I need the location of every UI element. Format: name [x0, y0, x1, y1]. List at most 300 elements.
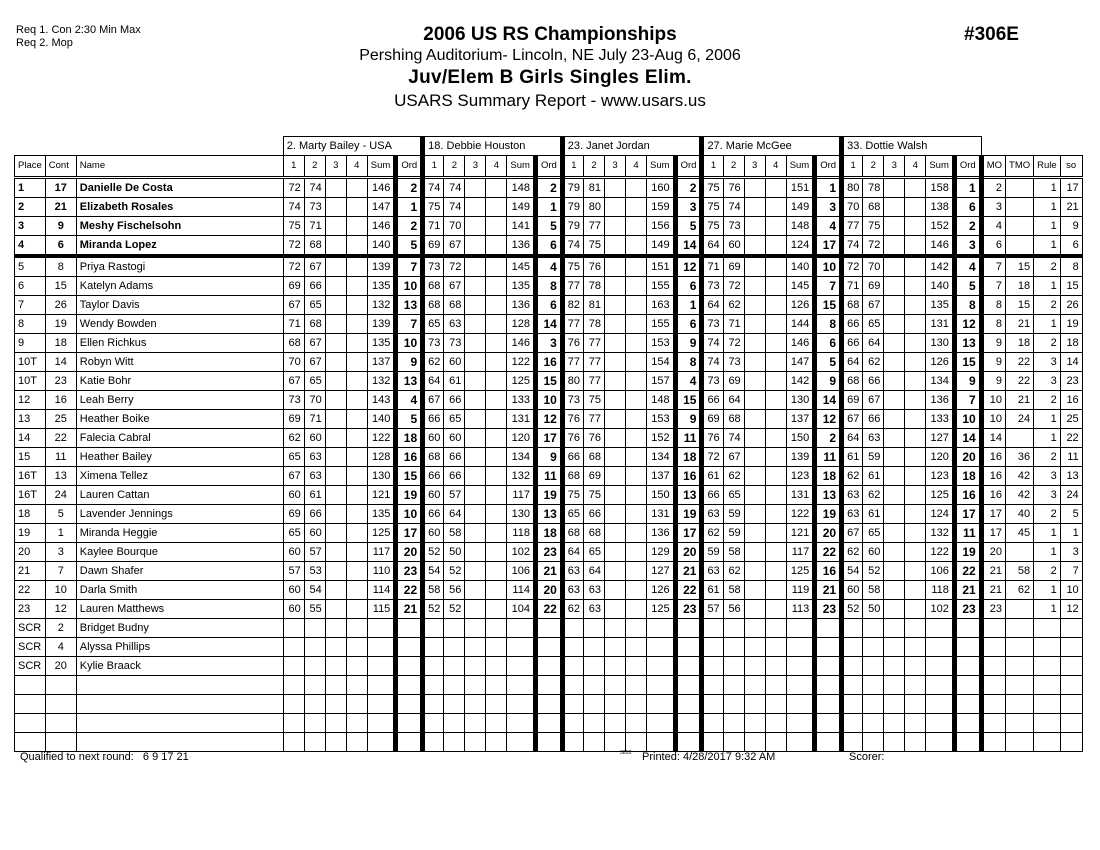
empty-cell [535, 714, 562, 733]
empty-cell [842, 676, 863, 695]
score-2: 63 [304, 467, 325, 486]
score-3 [884, 198, 905, 217]
score-3 [744, 256, 765, 277]
score-2 [444, 638, 465, 657]
score-4 [486, 486, 507, 505]
score-4 [626, 256, 647, 277]
score-2 [444, 657, 465, 676]
ordinal [675, 638, 702, 657]
score-3 [884, 448, 905, 467]
ordinal: 3 [535, 334, 562, 353]
score-2: 78 [584, 315, 605, 334]
empty-cell [45, 733, 76, 752]
score-1: 68 [423, 277, 444, 296]
empty-cell [304, 733, 325, 752]
ordinal: 10 [954, 410, 981, 429]
col-header-judge5-4: 4 [905, 156, 926, 178]
contestant-number: 26 [45, 296, 76, 315]
score-3 [744, 486, 765, 505]
score-3 [744, 505, 765, 524]
rule-value [1034, 638, 1061, 657]
place-cell: 23 [15, 600, 46, 619]
col-header-judge3-3: 3 [605, 156, 626, 178]
ordinal: 21 [675, 562, 702, 581]
score-3 [744, 217, 765, 236]
score-3 [325, 296, 346, 315]
score-3 [325, 467, 346, 486]
col-header-judge2-4: 4 [486, 156, 507, 178]
score-1: 69 [702, 410, 723, 429]
score-2: 65 [723, 486, 744, 505]
score-3 [325, 236, 346, 257]
score-4 [905, 486, 926, 505]
score-3 [465, 256, 486, 277]
empty-cell [15, 733, 46, 752]
score-3 [605, 638, 626, 657]
ordinal: 5 [815, 353, 842, 372]
mo-value: 8 [981, 296, 1005, 315]
score-1: 58 [423, 581, 444, 600]
score-3 [605, 236, 626, 257]
ordinal: 8 [675, 353, 702, 372]
ordinal: 4 [535, 256, 562, 277]
rule-value [1034, 657, 1061, 676]
contestant-number: 16 [45, 391, 76, 410]
score-4 [765, 315, 786, 334]
score-4 [346, 217, 367, 236]
score-1: 66 [423, 505, 444, 524]
score-2: 66 [863, 410, 884, 429]
score-sum: 117 [786, 543, 815, 562]
empty-cell [981, 695, 1005, 714]
score-3 [465, 296, 486, 315]
score-3 [605, 353, 626, 372]
empty-cell [396, 676, 423, 695]
score-1: 68 [562, 467, 583, 486]
place-cell: 13 [15, 410, 46, 429]
score-1: 75 [283, 217, 304, 236]
ordinal: 5 [675, 217, 702, 236]
score-sum: 104 [507, 600, 536, 619]
col-header-judge5-1: 1 [842, 156, 863, 178]
score-1: 68 [283, 334, 304, 353]
score-4 [486, 505, 507, 524]
score-4 [626, 296, 647, 315]
score-1: 68 [423, 448, 444, 467]
score-sum: 131 [926, 315, 955, 334]
score-3 [884, 296, 905, 315]
score-4 [905, 543, 926, 562]
score-1: 73 [702, 277, 723, 296]
score-2: 57 [444, 486, 465, 505]
score-4 [905, 178, 926, 198]
col-header-name: Name [76, 156, 283, 178]
score-4 [905, 256, 926, 277]
so-value: 13 [1060, 467, 1082, 486]
contestant-number: 2 [45, 619, 76, 638]
score-3 [465, 372, 486, 391]
score-4 [765, 524, 786, 543]
score-2: 62 [723, 467, 744, 486]
ordinal: 15 [535, 372, 562, 391]
ordinal: 18 [675, 448, 702, 467]
rule-value: 1 [1034, 410, 1061, 429]
ordinal: 10 [396, 334, 423, 353]
score-sum: 146 [786, 334, 815, 353]
so-value: 18 [1060, 334, 1082, 353]
score-2: 57 [304, 543, 325, 562]
score-2: 68 [444, 296, 465, 315]
score-3 [325, 178, 346, 198]
score-2: 54 [304, 581, 325, 600]
score-4 [765, 467, 786, 486]
score-sum: 110 [367, 562, 396, 581]
rule-value: 1 [1034, 429, 1061, 448]
score-sum: 135 [367, 505, 396, 524]
score-2: 52 [444, 562, 465, 581]
score-4 [765, 296, 786, 315]
score-4 [765, 429, 786, 448]
score-sum: 132 [367, 372, 396, 391]
score-sum: 132 [926, 524, 955, 543]
score-2: 76 [584, 256, 605, 277]
score-sum: 122 [926, 543, 955, 562]
contestant-number: 5 [45, 505, 76, 524]
ordinal: 14 [675, 236, 702, 257]
score-1: 54 [842, 562, 863, 581]
score-sum: 135 [926, 296, 955, 315]
ordinal: 22 [535, 600, 562, 619]
score-sum: 115 [367, 600, 396, 619]
ordinal [815, 657, 842, 676]
score-3 [325, 391, 346, 410]
contestant-number: 13 [45, 467, 76, 486]
score-2 [863, 638, 884, 657]
score-2: 76 [584, 429, 605, 448]
score-1: 72 [283, 256, 304, 277]
mo-value: 21 [981, 562, 1005, 581]
score-sum: 140 [786, 256, 815, 277]
so-value: 15 [1060, 277, 1082, 296]
score-4 [765, 657, 786, 676]
so-value [1060, 657, 1082, 676]
mo-value: 6 [981, 236, 1005, 257]
tmo-value: 22 [1006, 353, 1034, 372]
tmo-value: 40 [1006, 505, 1034, 524]
score-4 [346, 619, 367, 638]
score-1: 76 [562, 334, 583, 353]
empty-cell [954, 714, 981, 733]
score-sum: 153 [647, 410, 676, 429]
ordinal: 8 [954, 296, 981, 315]
score-3 [465, 486, 486, 505]
score-3 [465, 178, 486, 198]
score-2: 67 [863, 296, 884, 315]
score-4 [486, 410, 507, 429]
score-1: 63 [562, 581, 583, 600]
score-sum: 134 [647, 448, 676, 467]
ordinal: 3 [815, 198, 842, 217]
empty-cell [346, 714, 367, 733]
score-2: 52 [444, 600, 465, 619]
score-1: 75 [702, 198, 723, 217]
col-header-judge4-3: 3 [744, 156, 765, 178]
mo-value: 16 [981, 486, 1005, 505]
score-1: 62 [423, 353, 444, 372]
score-1: 61 [842, 448, 863, 467]
empty-cell [1006, 676, 1034, 695]
score-1: 57 [702, 600, 723, 619]
rule-value: 2 [1034, 296, 1061, 315]
score-1: 66 [702, 486, 723, 505]
qualified-line [20, 751, 189, 763]
contestant-number: 24 [45, 486, 76, 505]
skater-name: Lauren Matthews [76, 600, 283, 619]
ordinal: 12 [675, 256, 702, 277]
score-2: 62 [863, 353, 884, 372]
score-1: 75 [562, 486, 583, 505]
place-cell: 15 [15, 448, 46, 467]
score-2: 62 [723, 562, 744, 581]
score-4 [486, 198, 507, 217]
score-3 [325, 600, 346, 619]
ordinal: 22 [675, 581, 702, 600]
score-3 [884, 562, 905, 581]
qualified-values: 6 9 17 21 [142, 751, 189, 763]
empty-cell [1060, 676, 1082, 695]
score-3 [744, 524, 765, 543]
empty-cell [815, 695, 842, 714]
score-3 [465, 429, 486, 448]
score-1: 76 [702, 429, 723, 448]
score-2: 58 [723, 543, 744, 562]
score-4 [626, 353, 647, 372]
score-4 [905, 217, 926, 236]
col-header-judge3-2: 2 [584, 156, 605, 178]
score-sum: 127 [926, 429, 955, 448]
ordinal: 21 [396, 600, 423, 619]
score-1: 68 [562, 524, 583, 543]
ordinal: 1 [535, 198, 562, 217]
col-header-judge5-3: 3 [884, 156, 905, 178]
ordinal: 11 [815, 448, 842, 467]
place-cell: 22 [15, 581, 46, 600]
score-4 [905, 448, 926, 467]
score-4 [486, 543, 507, 562]
score-sum: 157 [647, 372, 676, 391]
score-2: 72 [863, 236, 884, 257]
table-row [15, 429, 1083, 448]
empty-cell [626, 733, 647, 752]
table-row [15, 524, 1083, 543]
skater-name: Falecia Cabral [76, 429, 283, 448]
ordinal: 23 [675, 600, 702, 619]
ordinal: 23 [954, 600, 981, 619]
empty-cell [1006, 695, 1034, 714]
col-header-judge5-2: 2 [863, 156, 884, 178]
rule-value: 1 [1034, 600, 1061, 619]
report-name: USARS Summary Report - www.usars.us [394, 91, 706, 110]
ordinal: 9 [815, 372, 842, 391]
ordinal: 1 [815, 178, 842, 198]
score-1 [842, 619, 863, 638]
score-4 [905, 638, 926, 657]
score-1: 67 [283, 372, 304, 391]
mo-value: 8 [981, 315, 1005, 334]
so-value: 26 [1060, 296, 1082, 315]
score-2: 55 [304, 600, 325, 619]
ordinal: 3 [954, 236, 981, 257]
score-3 [465, 524, 486, 543]
score-3 [605, 486, 626, 505]
score-sum: 148 [647, 391, 676, 410]
col-header-mo: MO [981, 156, 1005, 178]
skater-name: Danielle De Costa [76, 178, 283, 198]
score-sum: 146 [507, 334, 536, 353]
score-2: 66 [444, 391, 465, 410]
score-2: 69 [723, 256, 744, 277]
score-sum: 120 [926, 448, 955, 467]
score-2: 63 [444, 315, 465, 334]
empty-row [15, 733, 1083, 752]
empty-cell [1060, 733, 1082, 752]
score-2: 68 [863, 198, 884, 217]
rule-value: 2 [1034, 562, 1061, 581]
ordinal: 5 [535, 217, 562, 236]
score-2 [584, 619, 605, 638]
score-1: 73 [423, 256, 444, 277]
score-3 [884, 353, 905, 372]
score-4 [765, 217, 786, 236]
score-2: 61 [863, 505, 884, 524]
score-4 [905, 353, 926, 372]
score-1: 68 [423, 296, 444, 315]
ordinal: 9 [535, 448, 562, 467]
ordinal: 5 [396, 236, 423, 257]
score-sum: 131 [786, 486, 815, 505]
skater-name: Lauren Cattan [76, 486, 283, 505]
ordinal: 7 [396, 256, 423, 277]
empty-cell [465, 676, 486, 695]
ordinal: 19 [396, 486, 423, 505]
ordinal: 1 [954, 178, 981, 198]
score-4 [486, 429, 507, 448]
score-3 [465, 467, 486, 486]
score-1: 59 [702, 543, 723, 562]
score-1: 66 [423, 410, 444, 429]
score-4 [765, 619, 786, 638]
contestant-number: 25 [45, 410, 76, 429]
score-sum: 143 [367, 391, 396, 410]
score-1 [562, 638, 583, 657]
score-3 [744, 236, 765, 257]
score-1: 73 [702, 372, 723, 391]
score-sum: 102 [507, 543, 536, 562]
empty-cell [744, 695, 765, 714]
score-3 [744, 315, 765, 334]
score-3 [325, 256, 346, 277]
score-sum: 122 [507, 353, 536, 372]
requirement-2: Req 2. Mop [16, 37, 73, 49]
empty-cell [842, 695, 863, 714]
score-1: 74 [702, 353, 723, 372]
empty-cell [396, 695, 423, 714]
score-4 [905, 315, 926, 334]
score-2: 66 [584, 505, 605, 524]
score-sum: 139 [367, 315, 396, 334]
score-sum: 151 [647, 256, 676, 277]
ordinal: 8 [815, 315, 842, 334]
score-2: 68 [723, 410, 744, 429]
score-3 [325, 524, 346, 543]
score-1: 66 [562, 448, 583, 467]
score-2: 60 [723, 236, 744, 257]
score-sum: 125 [647, 600, 676, 619]
score-sum: 129 [647, 543, 676, 562]
score-1: 82 [562, 296, 583, 315]
empty-cell [954, 733, 981, 752]
col-header-judge4-1: 1 [702, 156, 723, 178]
table-row [15, 334, 1083, 353]
score-2: 62 [723, 296, 744, 315]
score-sum [367, 619, 396, 638]
contestant-number: 17 [45, 178, 76, 198]
score-1: 60 [283, 600, 304, 619]
score-sum: 150 [647, 486, 676, 505]
score-3 [325, 581, 346, 600]
ordinal: 9 [675, 410, 702, 429]
score-2: 77 [584, 334, 605, 353]
score-sum: 130 [367, 467, 396, 486]
so-value: 5 [1060, 505, 1082, 524]
score-3 [605, 256, 626, 277]
so-value: 12 [1060, 600, 1082, 619]
empty-cell [981, 733, 1005, 752]
empty-row [15, 676, 1083, 695]
place-cell: 12 [15, 391, 46, 410]
score-3 [884, 657, 905, 676]
empty-cell [15, 695, 46, 714]
score-3 [744, 657, 765, 676]
score-3 [325, 562, 346, 581]
score-1: 71 [283, 315, 304, 334]
tmo-value: 15 [1006, 296, 1034, 315]
score-sum: 123 [926, 467, 955, 486]
score-1: 63 [842, 505, 863, 524]
score-sum: 153 [647, 334, 676, 353]
score-sum: 152 [647, 429, 676, 448]
score-2: 65 [444, 410, 465, 429]
tmo-value [1006, 657, 1034, 676]
score-sum: 131 [507, 410, 536, 429]
empty-cell [423, 733, 444, 752]
ordinal: 16 [675, 467, 702, 486]
place-cell: 9 [15, 334, 46, 353]
score-3 [325, 410, 346, 429]
empty-cell [605, 676, 626, 695]
contestant-number: 8 [45, 256, 76, 277]
score-sum: 117 [507, 486, 536, 505]
ordinal: 20 [815, 524, 842, 543]
score-2: 75 [584, 486, 605, 505]
place-cell: 8 [15, 315, 46, 334]
score-3 [605, 277, 626, 296]
score-4 [765, 581, 786, 600]
score-sum: 124 [786, 236, 815, 257]
empty-cell [605, 695, 626, 714]
score-2: 58 [723, 581, 744, 600]
so-value: 19 [1060, 315, 1082, 334]
